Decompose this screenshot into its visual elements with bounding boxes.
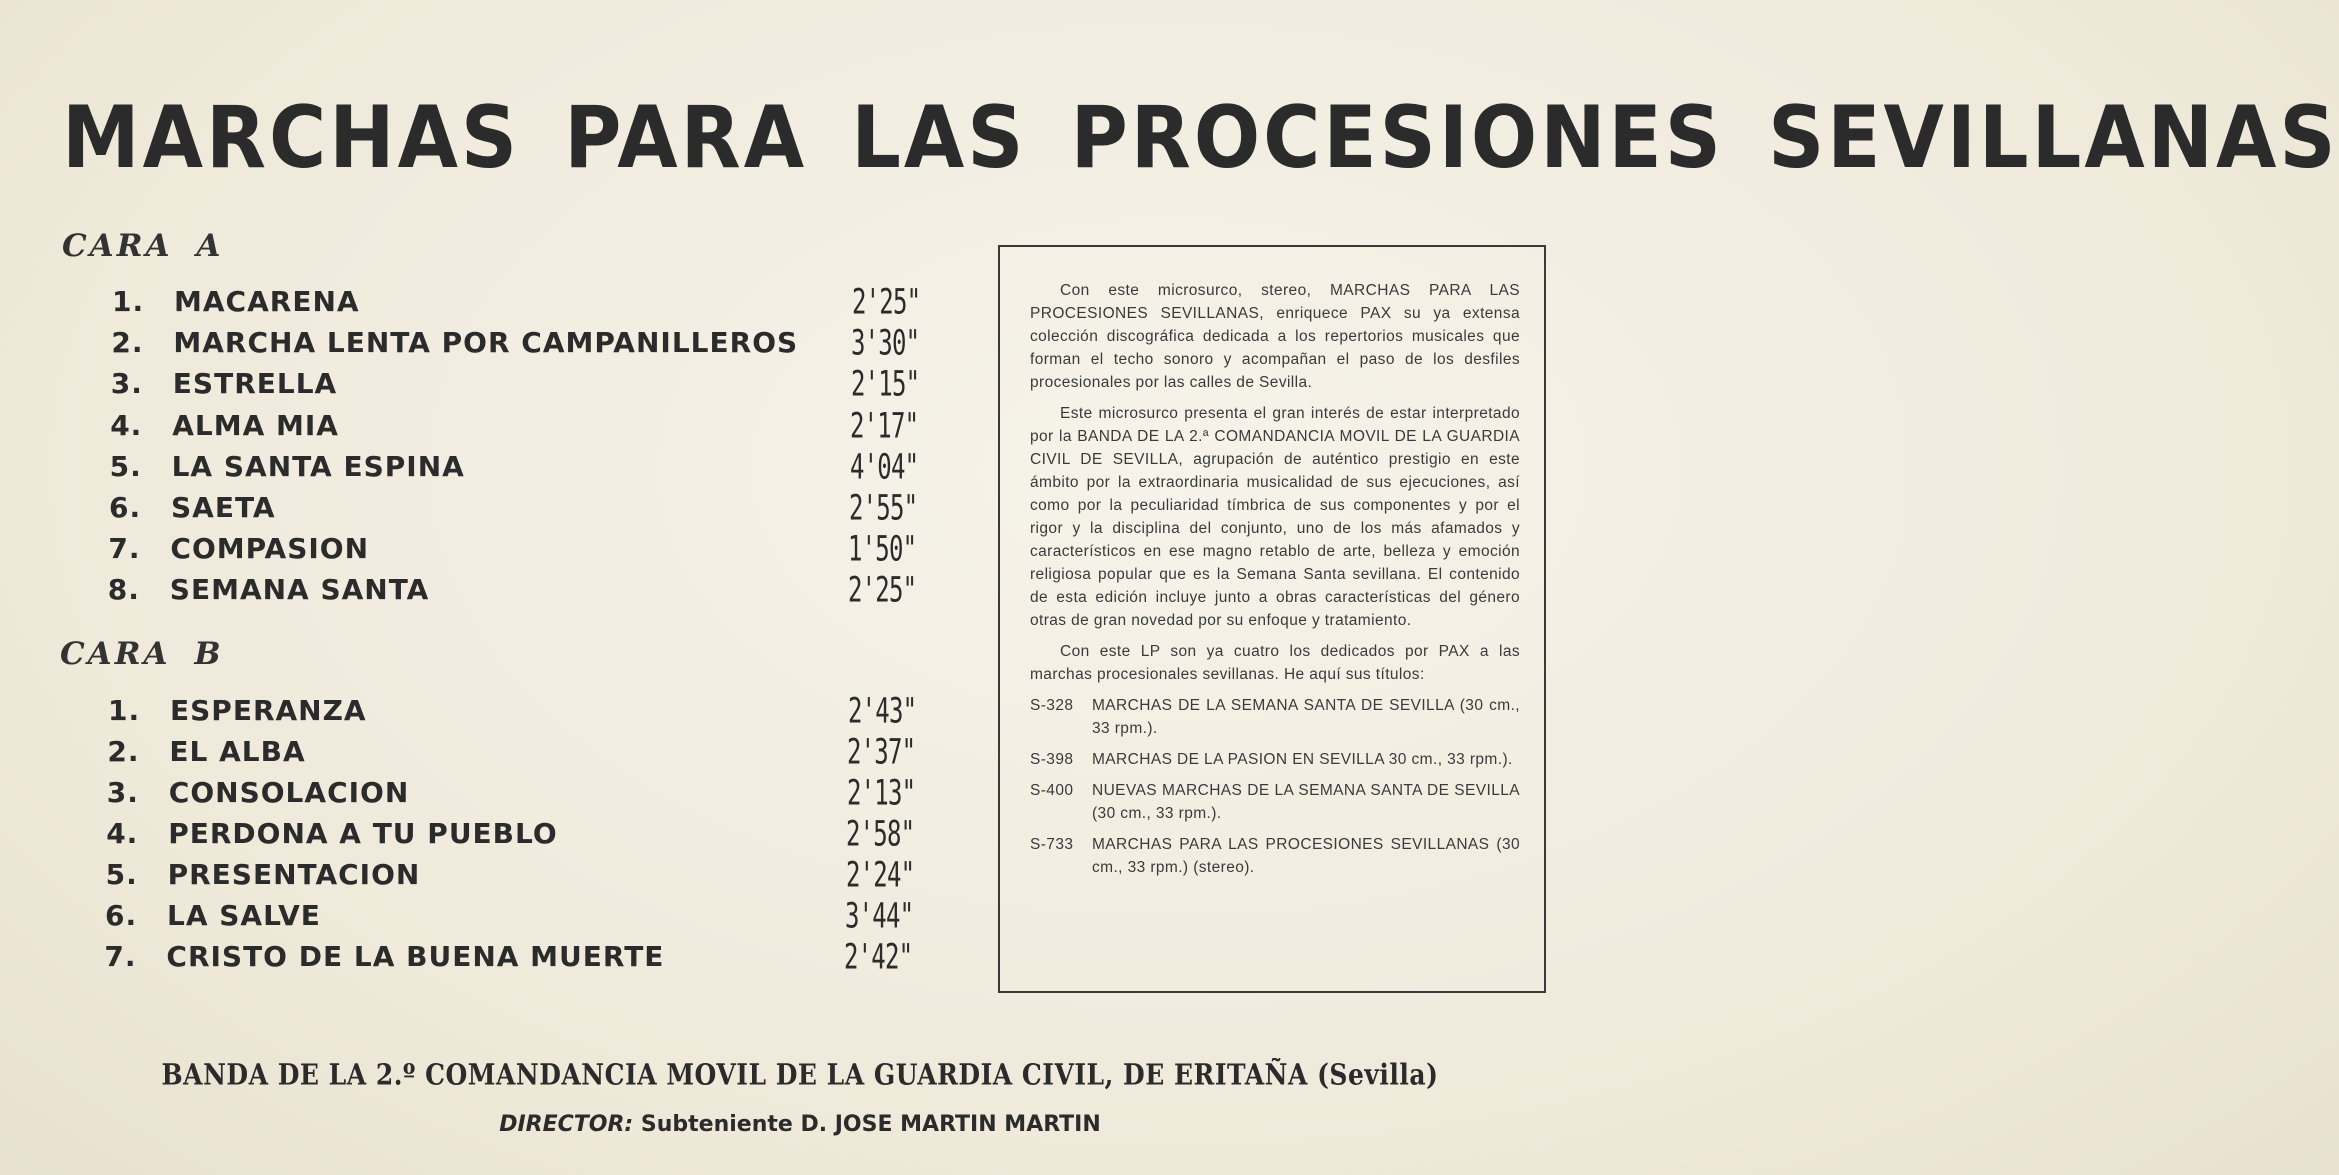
track-title: MARCHA LENTA POR CAMPANILLEROS (173, 326, 799, 360)
track-title: CRISTO DE LA BUENA MUERTE (166, 940, 665, 973)
track-title: COMPASION (170, 532, 370, 566)
release-code: S-328 (1030, 697, 1074, 714)
director-name: Subteniente D. JOSE MARTIN MARTIN (640, 1112, 1101, 1137)
track-title: LA SALVE (167, 899, 321, 932)
track-duration: 1'50" (848, 529, 917, 570)
release-title: MARCHAS PARA LAS PROCESIONES SEVILLANAS (30 cm., 33 rpm.) (stereo). (1092, 836, 1520, 876)
track-number: 8. (107, 573, 140, 607)
track-title: PRESENTACION (167, 858, 421, 891)
release-code: S-733 (1030, 836, 1074, 853)
track-number: 7. (108, 532, 141, 566)
track-duration: 2'37" (847, 732, 916, 773)
release-list (1030, 694, 1520, 879)
track-number: 5. (105, 858, 138, 891)
track-number: 6. (109, 491, 142, 524)
track-number: 7. (104, 940, 137, 973)
track-number: 2. (107, 735, 140, 768)
track-title: EL ALBA (169, 735, 306, 768)
release-code: S-398 (1030, 751, 1074, 768)
track-number: 4. (106, 817, 139, 850)
album-title: MARCHAS PARA LAS PROCESIONES SEVILLANAS (62, 89, 2339, 188)
release-item (1030, 748, 1520, 771)
director-label: DIRECTOR: (499, 1112, 634, 1137)
track-duration: 2'17" (850, 405, 919, 447)
side-b-label: CARA B (60, 636, 224, 672)
track-title: CONSOLACION (168, 776, 410, 809)
track-number: 3. (106, 776, 139, 809)
track-title: ALMA MIA (172, 408, 339, 442)
track-duration: 2'25" (847, 570, 917, 612)
track-duration: 2'25" (852, 282, 921, 323)
track-title: PERDONA A TU PUEBLO (168, 817, 558, 850)
track-number: 2. (111, 326, 144, 360)
track-title: ESTRELLA (172, 367, 338, 401)
track-duration: 4'04" (849, 447, 918, 488)
track-duration: 2'43" (848, 691, 917, 732)
track-duration: 3'30" (851, 323, 920, 364)
track-title: ESPERANZA (170, 694, 367, 727)
release-item (1030, 779, 1520, 825)
liner-notes-box (998, 245, 1546, 993)
director-credit (0, 1112, 1600, 1137)
release-item (1030, 694, 1520, 740)
release-title: MARCHAS DE LA PASION EN SEVILLA 30 cm., 33 rpm.). (1092, 751, 1513, 768)
track-duration: 2'55" (849, 488, 918, 529)
track-number: 3. (110, 367, 143, 401)
track-number: 4. (110, 408, 143, 442)
notes-paragraph: Con este LP son ya cuatro los dedicados por PAX a las marchas procesionales sevillanas. He aquí sus títulos: (1030, 643, 1520, 683)
track-duration: 2'13" (846, 773, 916, 814)
track-title: SAETA (171, 491, 276, 524)
side-a-label: CARA A (62, 228, 224, 264)
band-credit: BANDA DE LA 2.º COMANDANCIA MOVIL DE LA GUARDIA CIVIL, DE ERITAÑA (Sevilla) (161, 1058, 1439, 1092)
track-number: 5. (109, 449, 142, 483)
release-title: NUEVAS MARCHAS DE LA SEMANA SANTA DE SEVILLA (30 cm., 33 rpm.). (1092, 782, 1520, 822)
notes-paragraph: Con este microsurco, stereo, MARCHAS PARA LAS PROCESIONES SEVILLANAS, enriquece PAX su ya extensa colección discográfica dedicada a los repertorios musicales que forman el techo sonoro y acompañan el paso de los desfiles procesionales por las calles de Sevilla. (1030, 282, 1520, 391)
track-duration: 2'24" (845, 855, 914, 896)
release-item (1030, 833, 1520, 879)
release-title: MARCHAS DE LA SEMANA SANTA DE SEVILLA (30 cm., 33 rpm.). (1092, 697, 1520, 737)
track-title: MACARENA (174, 285, 360, 318)
track-duration: 3'44" (845, 896, 914, 937)
release-code: S-400 (1030, 782, 1074, 799)
track-title: LA SANTA ESPINA (171, 449, 465, 483)
track-title: SEMANA SANTA (169, 573, 430, 607)
track-number: 1. (108, 694, 141, 727)
track-number: 6. (105, 899, 138, 932)
track-duration: 2'42" (844, 937, 913, 978)
track-duration: 2'58" (846, 814, 915, 855)
track-duration: 2'15" (850, 364, 920, 406)
notes-paragraph: Este microsurco presenta el gran interés de estar interpretado por la BANDA DE LA 2.ª COMANDANCIA MOVIL DE LA GUARDIA CIVIL DE SEVILLA, agrupación de auténtico prestigio en este ámbito por la extraordinaria musicalidad de sus ejecuciones, así como por la peculiaridad tímbrica de sus componentes y por el rigor y la disciplina del conjunto, uno de los más afamados y característicos en ese magno retablo de arte, belleza y emoción religiosa popular que es la Semana Santa sevillana. El contenido de esta edición incluye junto a obras características del género otras de gran novedad por su enfoque y tratamiento. (1030, 405, 1520, 629)
track-number: 1. (112, 285, 145, 318)
